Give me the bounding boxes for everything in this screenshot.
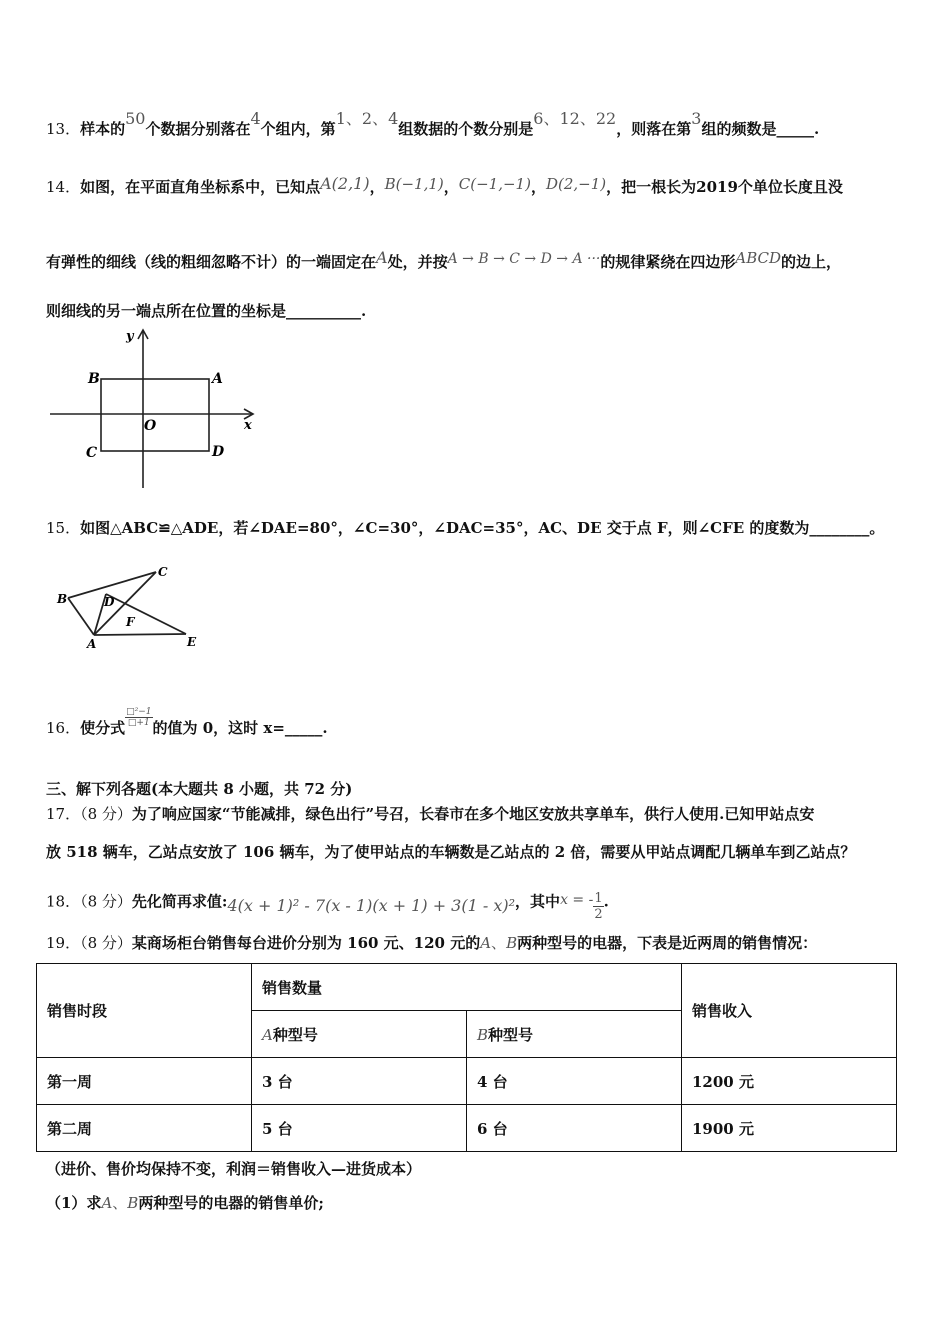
- table-note: （进价、售价均保持不变，利润＝销售收入—进货成本）: [46, 1160, 422, 1178]
- label-x: x: [244, 418, 252, 433]
- label-a: A: [212, 371, 223, 387]
- label-b: B: [88, 371, 100, 387]
- label-c: C: [158, 565, 168, 579]
- label-d: D: [212, 444, 225, 460]
- sales-table: [36, 963, 897, 1152]
- question-14-line2: 有弹性的细线（线的粗细忽略不计）的一端固定在A处，并按A → B → C → D → A ···的规律紧绕在四边形ABCD的边上，: [46, 248, 842, 271]
- label-f: F: [126, 615, 135, 629]
- rectangle-abcd: [101, 379, 209, 451]
- label-y: y: [126, 329, 134, 344]
- label-o: O: [144, 418, 157, 434]
- answer-blank: __________: [286, 302, 362, 320]
- segment-ae: [94, 634, 186, 635]
- question-17-line2: 放 518 辆车，乙站点安放了 106 辆车，为了使甲站点的车辆数是乙站点的 2 倍，需要从甲站点调配几辆单车到乙站点？: [46, 843, 856, 861]
- fraction: $\frac{\text{□²−1}}{□+1}$: [126, 706, 152, 728]
- question-19: 19．（8 分）某商场柜台销售每台进价分别为 160 元、120 元的A、B两种型号的电器，下表是近两周的销售情况：: [46, 934, 818, 952]
- answer-blank: ________: [809, 519, 870, 537]
- question-19-part1: （1）求A、B两种型号的电器的销售单价;: [46, 1194, 324, 1212]
- fraction-half: $\frac{1}{2}$: [594, 891, 603, 922]
- question-17-line1: 17．（8 分）为了响应国家“节能减排，绿色出行”号召，长春市在多个地区安放共享单车，供行人使用.已知甲站点安: [46, 805, 815, 823]
- header-quantity: 销售数量: [252, 964, 682, 1011]
- question-18: 18．（8 分）先化简再求值:4(x + 1)² - 7(x - 1)(x + 1) + 3(1 - x)²，其中x = - $\frac{1}{2}$ .: [46, 891, 609, 922]
- header-type-b: B种型号: [467, 1011, 682, 1058]
- section-heading: 三、解下列各题(本大题共 8 小题，共 72 分): [46, 780, 353, 798]
- question-16: 16．使分式 $\frac{\text{□²−1}}{□+1}$ 的值为 0，这时 x=_____.: [46, 706, 328, 737]
- question-13: 13．样本的50个数据分别落在4个组内，第1、2、4组数据的个数分别是6、12、22，则落在第3组的频数是_____.: [46, 109, 820, 138]
- question-14-line1: 14．如图，在平面直角坐标系中，已知点A(2,1)，B(−1,1)，C(−1,−1)，D(2,−1)，把一根长为2019个单位长度且没: [46, 174, 843, 196]
- segment-ba: [68, 598, 94, 635]
- header-income: 销售收入: [682, 964, 897, 1058]
- label-d: D: [104, 595, 115, 609]
- answer-blank: _____: [776, 120, 814, 138]
- header-period: 销售时段: [37, 964, 252, 1058]
- table-row: 第一周 3 台 4 台 1200 元: [37, 1058, 897, 1105]
- label-b: B: [57, 592, 68, 606]
- question-14-line3: 则细线的另一端点所在位置的坐标是__________.: [46, 302, 367, 320]
- label-e: E: [187, 635, 197, 649]
- coordinate-figure: [44, 325, 264, 495]
- answer-blank: _____: [284, 719, 323, 737]
- table-row: 第二周 5 台 6 台 1900 元: [37, 1105, 897, 1152]
- segment-de: [106, 594, 186, 634]
- label-a: A: [87, 637, 97, 651]
- header-type-a: A种型号: [252, 1011, 467, 1058]
- triangle-figure: [54, 560, 214, 652]
- question-15: 15．如图△ABC≌△ADE，若∠DAE=80°，∠C=30°，∠DAC=35°，AC、DE 交于点 F，则∠CFE 的度数为________。: [46, 519, 885, 537]
- label-c: C: [86, 445, 98, 461]
